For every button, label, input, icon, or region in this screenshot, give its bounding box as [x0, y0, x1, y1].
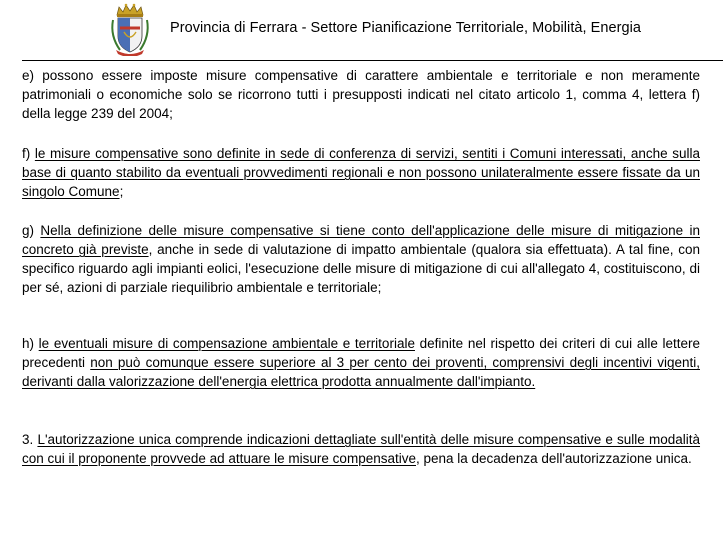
paragraph-text: definite nel rispetto dei criteri di cui alle lettere precedenti [22, 336, 701, 370]
paragraph-text: , pena la decadenza dell'autorizzazione unica. [415, 451, 692, 466]
paragraph-text: 3. [22, 432, 38, 447]
paragraph-text: , anche in sede di valutazione di impatto ambientale (qualora sia effettuata). A tal fine, con specifico riguardo agli impianti eolici, l'esecuzione delle misure di mitigazione di cui all'allegato 4, costituiscono, di per sé, azioni di parziale riequilibrio ambientale e territoriale; [22, 242, 700, 295]
paragraph-e [22, 66, 700, 123]
paragraph-f [22, 144, 700, 201]
ferrara-coat-of-arms-icon [108, 2, 152, 56]
underlined-text: le eventuali misure di compensazione ambientale e territoriale [38, 336, 415, 351]
underlined-text: L'autorizzazione unica comprende indicazioni dettagliate sull'entità delle misure compensative e sulle modalità con cui il proponente provvede ad attuare le misure compensative [22, 432, 701, 466]
paragraph-g [22, 221, 700, 297]
underlined-text: le misure compensative sono definite in sede di conferenza di servizi, sentiti i Comuni interessati, anche sulla base di quanto stabilito da eventuali provvedimenti regionali e non possono unilateralmente essere fissate da un singolo Comune [22, 146, 700, 199]
underlined-text: Nella definizione delle misure compensative si tiene conto dell'applicazione delle misure di mitigazione in concreto già previste [22, 223, 700, 257]
paragraph-text: h) [22, 336, 39, 351]
paragraph-text: ; [119, 184, 124, 199]
underlined-text: non può comunque essere superiore al 3 per cento dei proventi, comprensivi degli incentivi vigenti, derivanti dalla valorizzazione dell'energia elettrica prodotta annualmente dall'impianto. [22, 355, 700, 389]
paragraph-3 [22, 430, 700, 468]
paragraph-text: f) [22, 146, 35, 161]
paragraph-text: g) [22, 223, 41, 238]
paragraph-text: e) possono essere imposte misure compensative di carattere ambientale e territoriale e non meramente patrimoniali o economiche solo se ricorrono tutti i presupposti indicati nel citato articolo 1, comma 4, lettera f) della legge 239 del 2004; [22, 68, 700, 121]
header-divider [22, 60, 723, 61]
paragraph-h [22, 334, 700, 391]
page-title: Provincia di Ferrara - Settore Pianificazione Territoriale, Mobilità, Energia [170, 20, 642, 36]
